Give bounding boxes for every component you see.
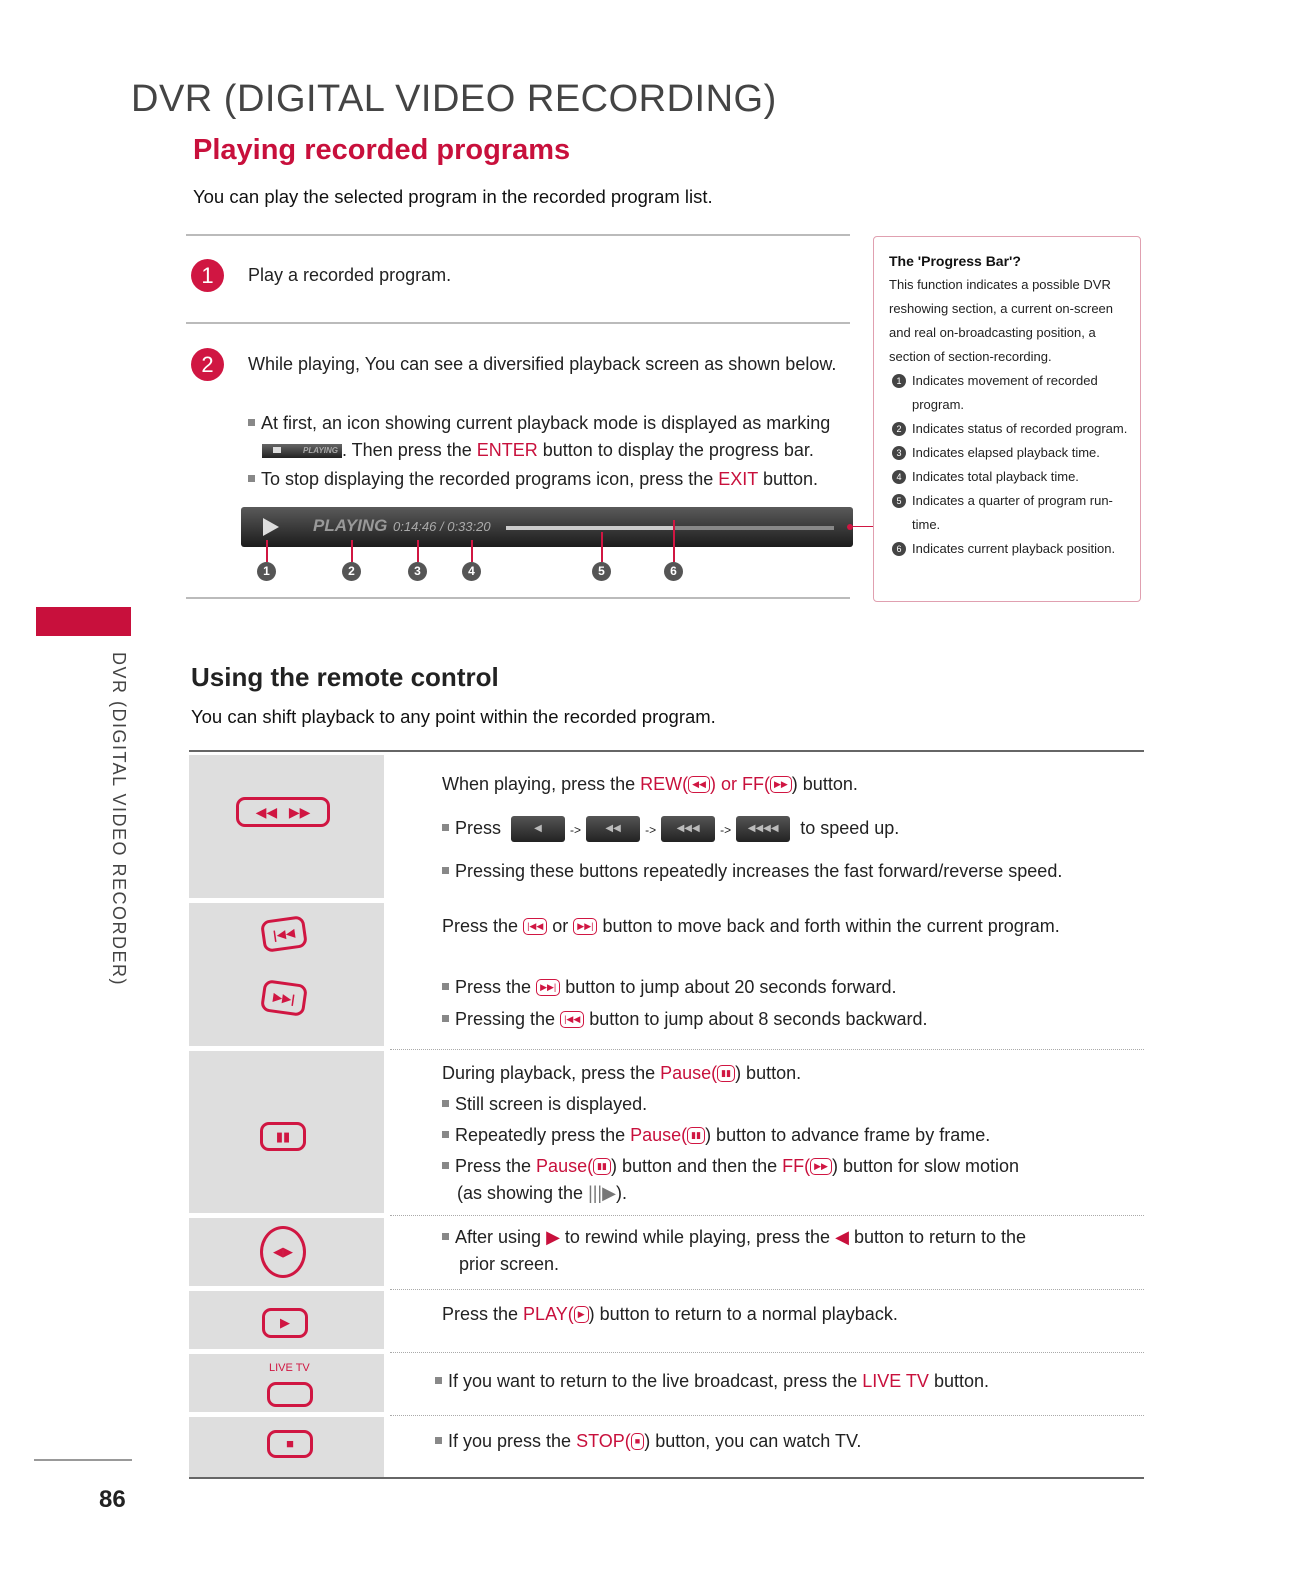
progress-bar-time: 0:14:46 / 0:33:20 [393,519,491,534]
row-separator [390,1289,1144,1290]
skip-back-remote-icon: |◀◀ [260,915,308,953]
step-1-badge: 1 [191,259,224,292]
skip-forward-remote-icon: ▶▶| [260,979,308,1017]
divider [186,597,850,599]
info-box-text: This function indicates a possible DVR reshowing section, a current on-screen and real on-broadcasting position, a section of section-recording. [889,277,1114,364]
marker-line-4 [471,540,473,562]
marker-number-4: 4 [462,562,481,581]
pause-icon: ▮▮ [687,1127,705,1144]
stop-instruction: If you press the STOP( ■ ) button, you can watch TV. [435,1431,861,1452]
pause-instruction: During playback, press the Pause( ▮▮ ) button. [442,1063,802,1083]
play-remote-icon: ▶ [262,1308,308,1338]
play-icon: ▶ [574,1306,589,1323]
slow-motion-note: Press the Pause( ▮▮ ) button and then the FF( ▶▶ ) button for slow motion [442,1156,1019,1177]
livetv-instruction: If you want to return to the live broadcast, press the LIVE TV button. [435,1371,989,1392]
stop-remote-icon: ■ [267,1430,313,1458]
speed-note: Pressing these buttons repeatedly increases the fast forward/reverse speed. [442,861,1062,882]
right-arrow-icon: ▶ [546,1227,560,1247]
marker-line-2 [351,540,353,562]
marker-number-6: 6 [664,562,683,581]
frame-advance-note: Repeatedly press the Pause( ▮▮ ) button to advance frame by frame. [442,1125,990,1146]
step-2-text: While playing, You can see a diversified playback screen as shown below. [248,354,837,374]
exit-keyword: EXIT [718,469,758,489]
remote-section-title: Using the remote control [191,662,499,692]
marker-line-3 [417,540,419,562]
pause-icon: ▮▮ [717,1065,735,1082]
play-instruction: Press the PLAY( ▶ ) button to return to a normal playback. [442,1304,898,1324]
ff-icon: ▶▶ [810,1158,832,1175]
nav-arrows-remote-icon: ◀▶ [260,1226,306,1278]
info-item-6: 6 Indicates current playback position. [889,537,1128,561]
step-2-bullet-1-cont: PLAYING . Then press the ENTER button to display the progress bar. [262,440,814,461]
marker-number-2: 2 [342,562,361,581]
section-intro: You can play the selected program in the recorded program list. [193,186,713,207]
ff-icon: ▶▶ [770,776,792,793]
play-icon [263,518,279,536]
progress-bar-info-box [873,236,1141,602]
stop-icon: ■ [631,1433,644,1450]
speed-up-sequence: Press ◀ -> ◀◀ -> ◀◀◀ -> ◀◀◀◀ to speed up. [442,816,899,842]
progress-bar-label: PLAYING [313,516,388,535]
speed-2-icon: ◀◀ [586,816,640,842]
pause-remote-icon: ▮▮ [260,1122,306,1151]
page-number-rule [34,1459,132,1461]
rew-ff-instruction: When playing, press the REW( ◀◀ ) or FF( ▶▶ ) button. [442,774,858,794]
slow-motion-note-cont: (as showing the |||▶). [457,1183,627,1203]
info-item-2: 2 Indicates status of recorded program. [889,417,1128,441]
marker-number-3: 3 [408,562,427,581]
section-title: Playing recorded programs [193,134,571,166]
infobox-pointer-dot [847,524,853,530]
row-separator [390,1415,1144,1416]
info-box-title: The 'Progress Bar'? [889,253,1021,269]
skip-back-icon: |◀◀ [560,1011,584,1028]
page-number: 86 [99,1486,126,1513]
nav-arrow-note-cont: prior screen. [459,1254,560,1274]
divider [186,234,850,236]
skip-forward-icon: ▶▶| [573,918,597,935]
progress-fill [506,526,673,530]
marker-line-1 [266,540,268,562]
infobox-pointer-line [853,526,873,527]
marker-number-5: 5 [592,562,611,581]
nav-arrow-note: After using ▶ to rewind while playing, press the ◀ button to return to the [442,1227,1026,1248]
speed-4-icon: ◀◀◀◀ [736,816,790,842]
info-item-1: 1 Indicates movement of recorded program. [889,369,1128,417]
marker-line-6 [673,520,675,562]
divider [186,322,850,324]
skip-back-note: Pressing the |◀◀ button to jump about 8 seconds backward. [442,1009,928,1030]
sidebar-chapter-label: DVR (DIGITAL VIDEO RECORDER) [109,652,129,987]
info-item-3: 3 Indicates elapsed playback time. [889,441,1128,465]
remote-section-intro: You can shift playback to any point within the recorded program. [191,706,716,727]
step-1-text: Play a recorded program. [248,265,452,285]
page-title: DVR (DIGITAL VIDEO RECORDING) [131,78,777,120]
rew-ff-remote-icon: ◀◀ ▶▶ [236,797,330,827]
marker-line-5 [601,532,603,562]
progress-bar-illustration [241,507,853,547]
step-2-badge: 2 [191,348,224,381]
step-2-bullet-1: At first, an icon showing current playback mode is displayed as marking [248,413,830,434]
sidebar-accent-bar [36,607,131,636]
skip-forward-icon: ▶▶| [536,979,560,996]
speed-3-icon: ◀◀◀ [661,816,715,842]
info-item-4: 4 Indicates total playback time. [889,465,1128,489]
livetv-remote-icon [267,1382,313,1407]
info-item-5: 5 Indicates a quarter of program run-time. [889,489,1128,537]
skip-instruction: Press the |◀◀ or ▶▶| button to move back and forth within the current program. [442,916,1060,936]
step-2-bullet-2: To stop displaying the recorded programs icon, press the EXIT button. [248,469,818,490]
enter-keyword: ENTER [476,440,538,460]
speed-1-icon: ◀ [511,816,565,842]
row-separator [390,1352,1144,1353]
pause-icon: ▮▮ [593,1158,611,1175]
rew-icon: ◀◀ [688,776,710,793]
livetv-remote-label: LIVE TV [269,1362,310,1374]
still-screen-note: Still screen is displayed. [442,1094,647,1115]
skip-back-icon: |◀◀ [523,918,547,935]
playing-badge: PLAYING [262,444,342,458]
table-top-rule [189,750,1144,752]
left-arrow-icon: ◀ [835,1227,849,1247]
slow-motion-icon: |||▶ [588,1183,616,1203]
marker-number-1: 1 [257,562,276,581]
table-bottom-rule [189,1477,1144,1479]
row-separator [390,1215,1144,1216]
skip-forward-note: Press the ▶▶| button to jump about 20 seconds forward. [442,977,896,998]
row-separator [390,1049,1144,1050]
